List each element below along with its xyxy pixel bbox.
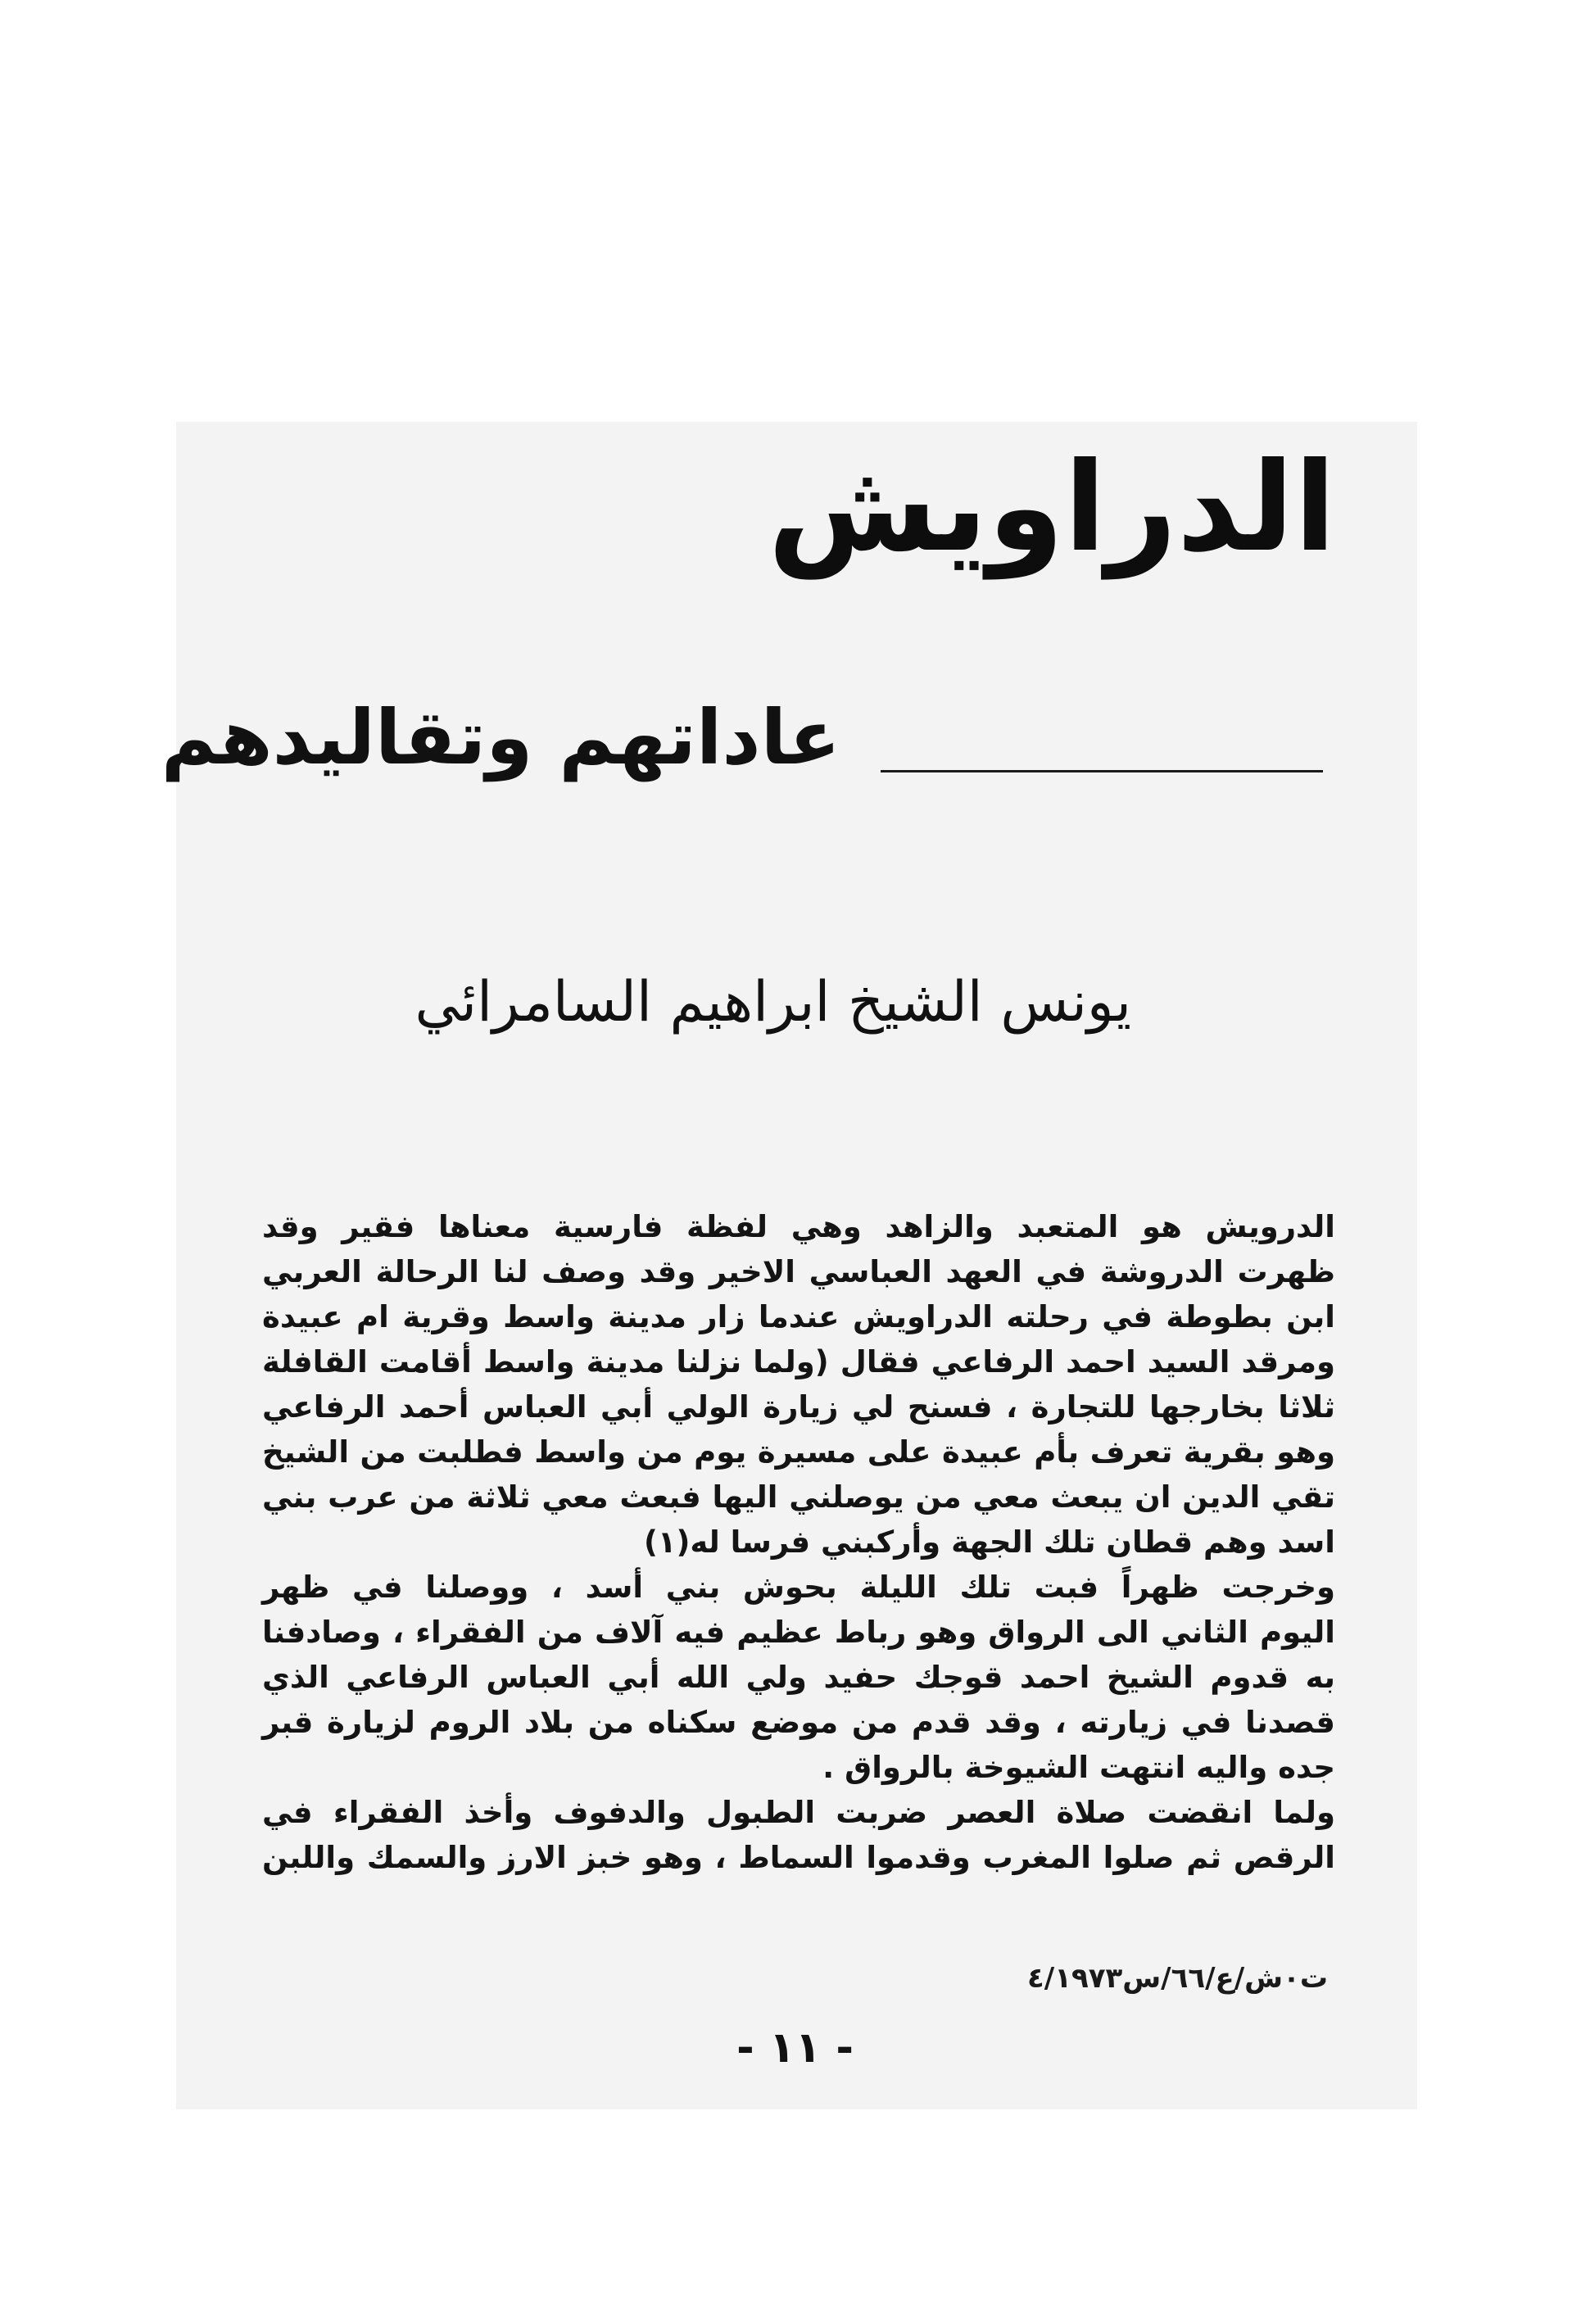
page-number: - ١١ - (736, 2023, 854, 2073)
text-line: ابن بطوطة في رحلته الدراويش عندما زار مدينة واسط وقرية ام عبيدة (262, 1299, 1335, 1334)
paragraph (262, 1790, 1335, 1880)
text-line: اسد وهم قطان تلك الجهة وأركبني فرسا له(١) (644, 1524, 1335, 1560)
text-line: ولما انقضت صلاة العصر ضربت الطبول والدفوف وأخذ الفقراء في (262, 1795, 1335, 1830)
text-line: به قدوم الشيخ احمد قوجك حفيد ولي الله أبي العباس الرفاعي الذي (262, 1660, 1335, 1695)
text-line: الرقص ثم صلوا المغرب وقدموا السماط ، وهو خبز الارز والسمك واللبن (262, 1840, 1335, 1875)
text-line: قصدنا في زيارته ، وقد قدم من موضع سكناه من بلاد الروم لزيارة قبر (262, 1705, 1335, 1740)
author-name: يونس الشيخ ابراهيم السامرائي (414, 970, 1131, 1035)
text-line: ظهرت الدروشة في العهد العباسي الاخير وقد وصف لنا الرحالة العربي (262, 1254, 1335, 1289)
text-line: وهو بقرية تعرف بأم عبيدة على مسيرة يوم من واسط فطلبت من الشيخ (262, 1434, 1335, 1470)
article-body (262, 1204, 1335, 1880)
article-subtitle: عاداتهم وتقاليدهم (161, 694, 840, 781)
article-title: الدراويش (768, 437, 1336, 579)
text-line: تقي الدين ان يبعث معي من يوصلني اليها فبعث معي ثلاثة من عرب بني (262, 1479, 1335, 1515)
subtitle-rule (881, 770, 1323, 772)
text-line: وخرجت ظهراً فبت تلك الليلة بحوش بني أسد ، ووصلنا في ظهر (262, 1570, 1335, 1605)
text-line: ومرقد السيد احمد الرفاعي فقال (ولما نزلنا مدينة واسط أقامت القافلة (262, 1344, 1335, 1379)
paragraph (262, 1204, 1335, 1565)
text-line: جده واليه انتهت الشيوخة بالرواق . (822, 1750, 1335, 1785)
paragraph (262, 1565, 1335, 1790)
footnote: ت٠ش/ع/٦٦/س٤/١٩٧٣ (1027, 1962, 1328, 1995)
text-line: اليوم الثاني الى الرواق وهو رباط عظيم فيه آلاف من الفقراء ، وصادفنا (262, 1615, 1335, 1650)
text-line: ثلاثا بخارجها للتجارة ، فسنح لي زيارة الولي أبي العباس أحمد الرفاعي (262, 1389, 1335, 1425)
text-line: الدرويش هو المتعبد والزاهد وهي لفظة فارسية معناها فقير وقد (262, 1209, 1335, 1244)
